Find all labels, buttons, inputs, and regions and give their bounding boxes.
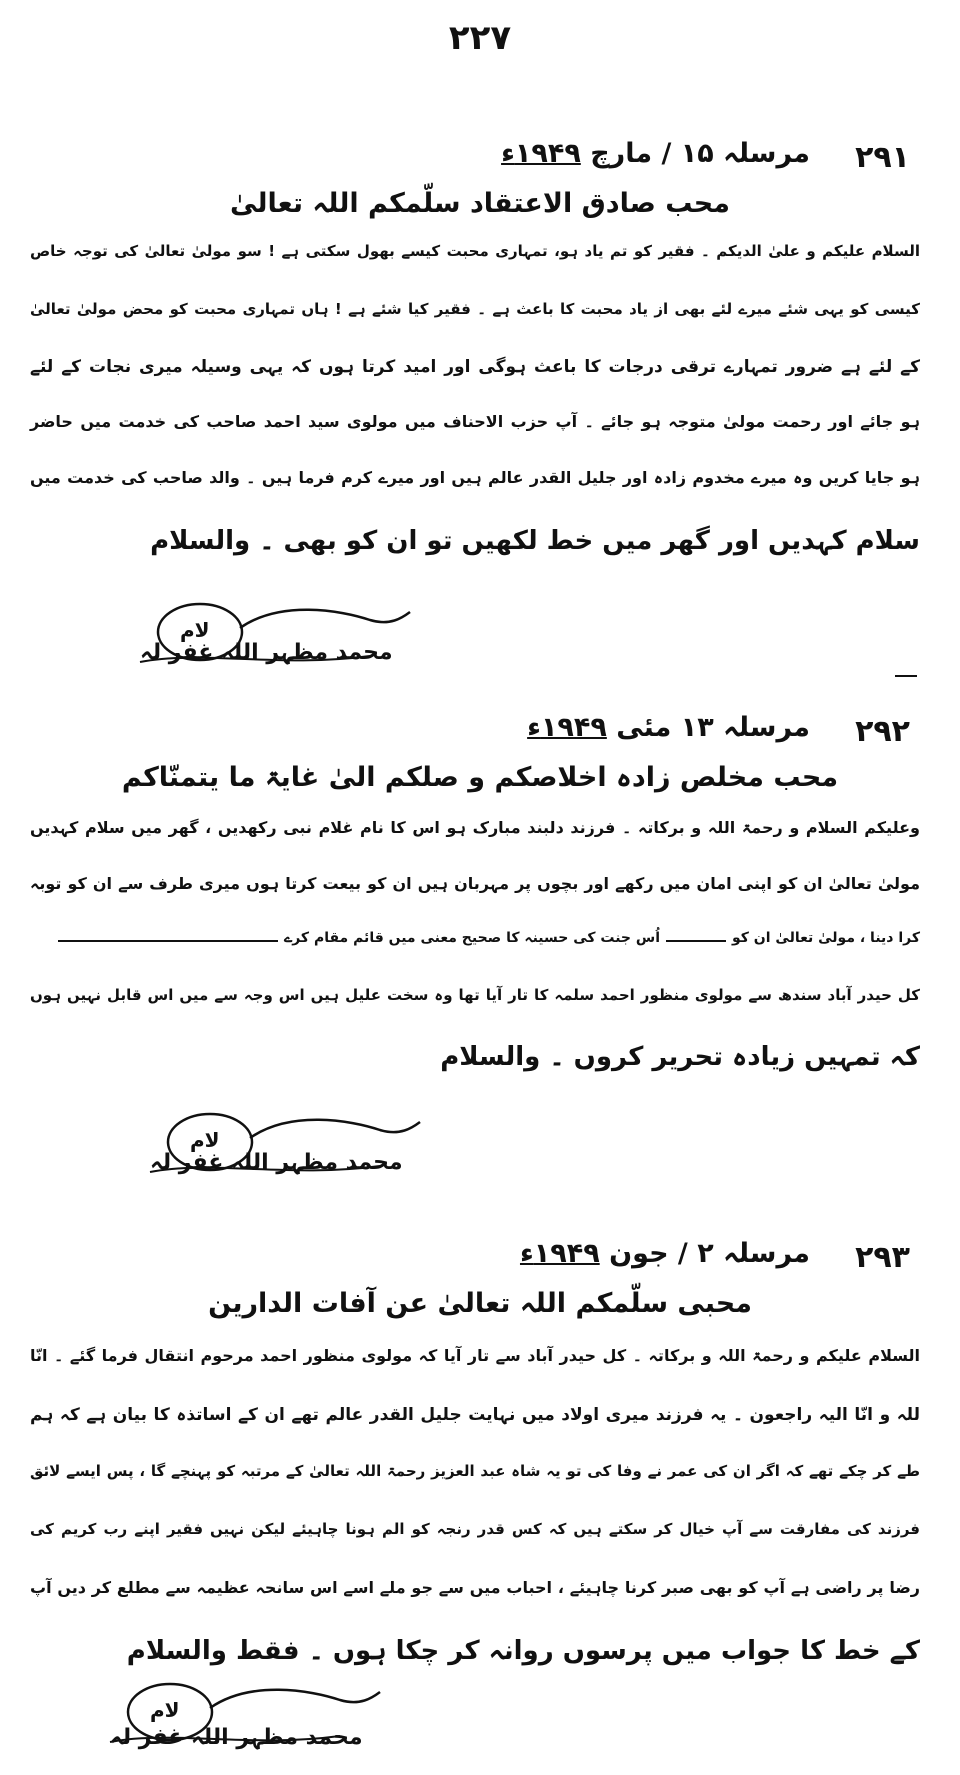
blank-rule [666, 936, 726, 942]
letter-salutation: محبی سلّمکم اللہ تعالیٰ عن آفات الدارین [208, 1288, 752, 1319]
signature-seal [140, 590, 420, 680]
letter-line-part: اُس جنت کی حسینہ کا صحیح معنی میں قائم مقام کرے [284, 930, 660, 946]
letter-line: سلام کہدیں اور گھر میں خط لکھیں تو ان کو بھی ۔ والسلام [150, 526, 920, 556]
letter-line-part: کرا دینا ، مولیٰ تعالیٰ ان کو [732, 930, 920, 946]
letter-date [501, 138, 810, 169]
letter-line: للہ و انّا الیہ راجعون ۔ یہ فرزند میری اولاد میں نہایت جلیل القدر عالم تھے ان کے اساتذہ کا بیان ہے کہ ہم [30, 1405, 920, 1425]
date-label: مرسلہ ۱۳ مئی [606, 712, 810, 743]
date-year: ۱۹۴۹ء [519, 1238, 600, 1269]
signature-name: محمد مظہر اللہ غفر لہ [150, 1150, 403, 1175]
letter-line: طے کر چکے تھے کہ اگر ان کی عمر نے وفا کی تو یہ شاہ عبد العزیز رحمۃ اللہ تعالیٰ کے مرتبہ کو پہنچے گا ، پس ایسے لائق [30, 1462, 920, 1480]
signature-seal [150, 1100, 430, 1190]
letter-line: فرزند کی مفارقت سے آپ خیال کر سکتے ہیں کہ کس قدر رنجہ کو الم ہونا چاہیئے لیکن نہیں فقیر اپنے رب کریم کی [30, 1520, 920, 1538]
letter-number: ۲۹۲ [855, 714, 910, 749]
section-divider [895, 675, 917, 677]
letter-line: ہو جایا کریں وہ میرے مخدوم زادہ اور جلیل القدر عالم ہیں اور میرے کرم فرما ہیں ۔ والد صاحب کی خدمت میں [30, 468, 920, 487]
date-year: ۱۹۴۹ء [501, 138, 581, 169]
signature-name: محمد مظہر اللہ غفر لہ [110, 1725, 363, 1750]
letter-line: السلام علیکم و رحمۃ اللہ و برکاتہ ۔ کل حیدر آباد سے تار آیا کہ مولوی منظور احمد مرحوم انتقال فرما گئے ۔ انّا [30, 1346, 920, 1365]
seal-text: لام [150, 1698, 180, 1722]
letter-line-with-blank [52, 930, 920, 946]
letter-date [527, 712, 810, 743]
letter-line: کیسی کو یہی شئے میرے لئے بھی از یاد محبت کا باعث ہے ۔ فقیر کیا شئے ہے ! ہاں تمہاری محبت کو محض مولیٰ تعالیٰ [30, 300, 920, 318]
page-number: ۲۲۷ [448, 18, 512, 58]
seal-text: لام [180, 618, 210, 642]
date-label: مرسلہ ۲ / جون [599, 1238, 810, 1269]
signature-name: محمد مظہر اللہ غفر لہ [140, 640, 393, 665]
letter-salutation: محب مخلص زادہ اخلاصکم و صلکم الیٰ غایۃ ما یتمنّاکم [121, 762, 839, 793]
letter-line: کل حیدر آباد سندھ سے مولوی منظور احمد سلمہ کا تار آیا تھا وہ سخت علیل ہیں اس وجہ سے میں اس قابل نہیں ہوں [30, 986, 920, 1004]
letter-line: کے لئے ہے ضرور تمہارے ترقی درجات کا باعث ہوگی اور امید کرتا ہوں کہ یہی وسیلہ میری نجات کے لئے [30, 357, 920, 377]
letter-line: مولیٰ تعالیٰ ان کو اپنی امان میں رکھے اور بچوں پر مہربان ہیں ان کو بیعت کرتا ہوں میری طرف سے ان کو توبہ [30, 874, 920, 893]
letter-line: ہو جائے اور رحمت مولیٰ متوجہ ہو جائے ۔ آپ حزب الاحناف میں مولوی سید احمد صاحب کی خدمت میں حاضر [30, 412, 920, 431]
blank-rule [58, 936, 278, 942]
date-year: ۱۹۴۹ء [527, 712, 607, 743]
letter-line: السلام علیکم و علیٰ الدیکم ۔ فقیر کو تم یاد ہو، تمہاری محبت کیسے بھول سکتی ہے ! سو مولیٰ تعالیٰ کی توجہ خاص [30, 242, 920, 260]
letter-salutation: محب صادق الاعتقاد سلّمکم اللہ تعالیٰ [230, 188, 730, 219]
letter-line: کہ تمہیں زیادہ تحریر کروں ۔ والسلام [440, 1042, 920, 1072]
letter-number: ۲۹۳ [855, 1240, 910, 1275]
seal-text: لام [190, 1128, 220, 1152]
letter-line: رضا پر راضی ہے آپ کو بھی صبر کرنا چاہیئے ، احباب میں سے جو ملے اسے اس سانحہ عظیمہ سے مطلع کر دیں آپ [30, 1578, 920, 1597]
date-label: مرسلہ ۱۵ / مارچ [580, 138, 810, 169]
letter-date [520, 1238, 810, 1269]
letter-line: وعلیکم السلام و رحمۃ اللہ و برکاتہ ۔ فرزند دلبند مبارک ہو اس کا نام غلام نبی رکھدیں ، گھر میں سلام کہدیں [30, 818, 920, 837]
letter-number: ۲۹۱ [855, 140, 910, 175]
letter-line: کے خط کا جواب میں پرسوں روانہ کر چکا ہوں ۔ فقط والسلام [126, 1636, 920, 1666]
